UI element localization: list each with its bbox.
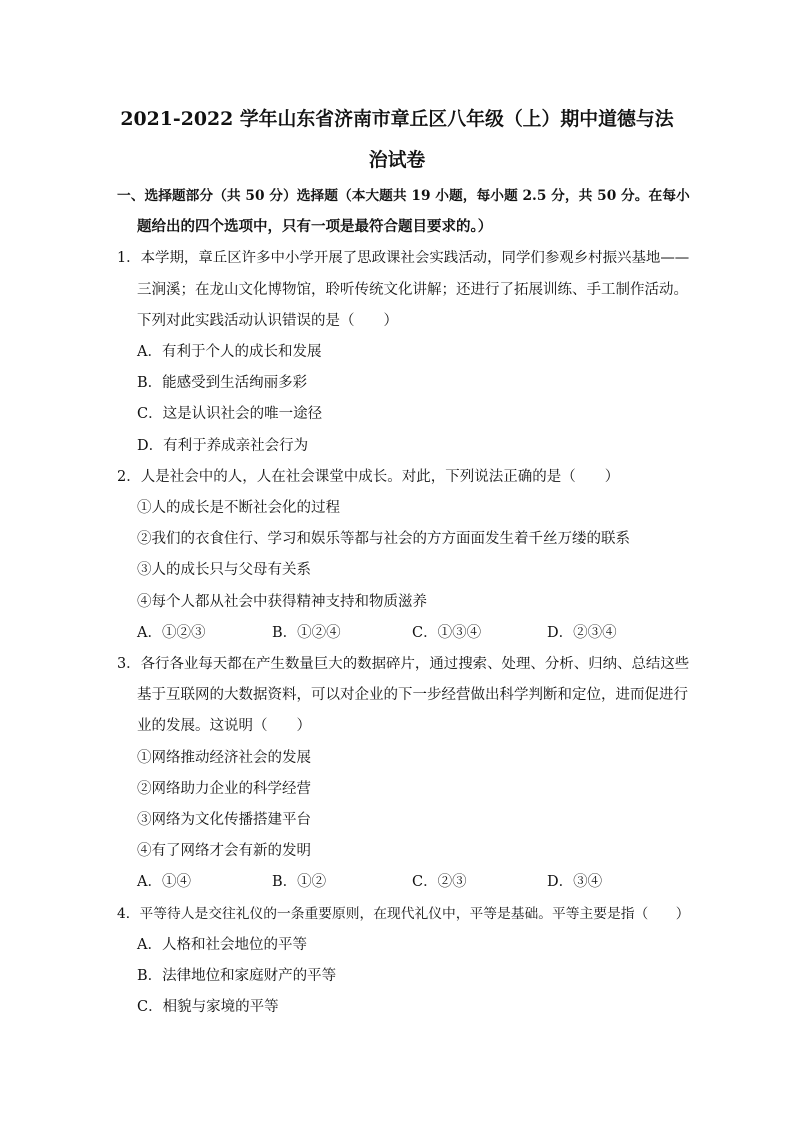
question-2-option-a: A．①②③ (137, 625, 206, 641)
question-2-item-4: ④每个人都从社会中获得精神支持和物质滋养 (137, 594, 427, 610)
question-3-option-a: A．①④ (137, 874, 191, 890)
question-3-stem-line1: 3．各行各业每天都在产生数量巨大的数据碎片，通过搜索、处理、分析、归纳、总结这些 (117, 656, 690, 672)
question-3-option-b: B．①② (272, 874, 327, 890)
question-2-option-b: B．①②④ (272, 625, 341, 641)
question-2-stem: 2．人是社会中的人，人在社会课堂中成长。对此，下列说法正确的是（ ） (117, 469, 620, 485)
question-1-stem-line3: 下列对此实践活动认识错误的是（ ） (137, 313, 398, 329)
question-4-stem: 4．平等待人是交往礼仪的一条重要原则，在现代礼仪中，平等是基础。平等主要是指（ ） (117, 906, 690, 922)
question-2-option-c: C．①③④ (412, 625, 482, 641)
question-3-stem-line2: 基于互联网的大数据资料，可以对企业的下一步经营做出科学判断和定位，进而促进行 (137, 687, 688, 703)
question-3-item-2: ②网络助力企业的科学经营 (137, 781, 311, 797)
exam-title-line2: 治试卷 (368, 149, 426, 171)
exam-title-line1: 2021-2022 学年山东省济南市章丘区八年级（上）期中道德与法 (120, 108, 674, 130)
question-3-options (137, 872, 657, 892)
question-1-option-c: C．这是认识社会的唯一途径 (137, 406, 323, 422)
question-1-option-b: B．能感受到生活绚丽多彩 (137, 375, 308, 391)
question-1-stem-line2: 三涧溪；在龙山文化博物馆，聆听传统文化讲解；还进行了拓展训练、手工制作活动。 (137, 282, 688, 298)
question-2-option-d: D．②③④ (547, 625, 617, 641)
question-2-item-2: ②我们的衣食住行、学习和娱乐等都与社会的方方面面发生着千丝万缕的联系 (137, 531, 630, 547)
question-1-stem-line1: 1．本学期，章丘区许多中小学开展了思政课社会实践活动，同学们参观乡村振兴基地—— (117, 250, 690, 266)
question-2-item-1: ①人的成长是不断社会化的过程 (137, 500, 340, 516)
question-4-option-a: A．人格和社会地位的平等 (137, 937, 307, 953)
section-header-line1: 一、选择题部分（共 50 分）选择题（本大题共 19 小题，每小题 2.5 分，共 50 分。在每小 (117, 188, 690, 204)
question-4-option-b: B．法律地位和家庭财产的平等 (137, 968, 337, 984)
question-3-item-1: ①网络推动经济社会的发展 (137, 750, 311, 766)
question-1-option-d: D．有利于养成亲社会行为 (137, 438, 309, 454)
section-header-line2: 题给出的四个选项中，只有一项是最符合题目要求的。） (137, 218, 493, 235)
question-2-item-3: ③人的成长只与父母有关系 (137, 562, 311, 578)
question-3-option-d: D．③④ (547, 874, 603, 890)
question-2-options (137, 623, 657, 643)
question-3-stem-line3: 业的发展。这说明（ ） (137, 718, 311, 734)
question-3-option-c: C．②③ (412, 874, 467, 890)
question-4-option-c: C．相貌与家境的平等 (137, 999, 279, 1015)
question-1-option-a: A．有利于个人的成长和发展 (137, 344, 322, 360)
question-3-item-4: ④有了网络才会有新的发明 (137, 843, 311, 859)
question-3-item-3: ③网络为文化传播搭建平台 (137, 812, 311, 828)
